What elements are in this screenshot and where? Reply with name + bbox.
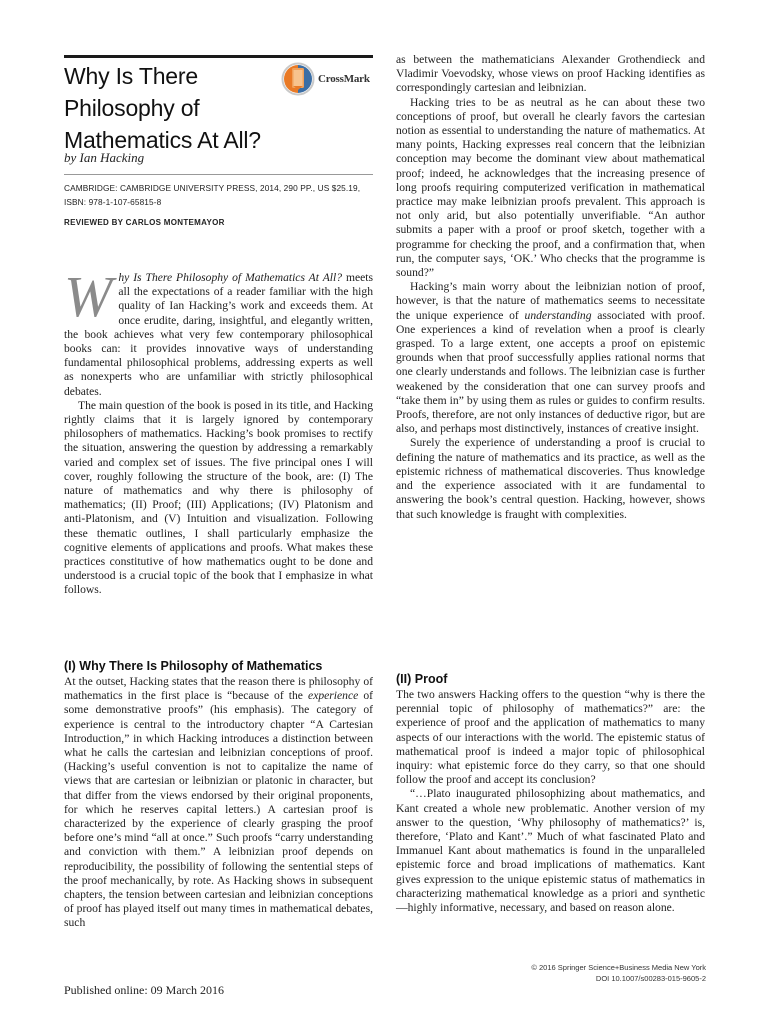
published-date: Published online: 09 March 2016 <box>64 983 224 997</box>
main-question-paragraph: The main question of the book is posed in its title, and Hacking rightly claims that it is largely ignored by contemporary philosophers of mathematics. Hacking’s book promises to rectify the situation, answering the question by addressing a remarkably varied and complex set of issues. The five principal ones I will cover, roughly following the structure of the book, are: (I) The nature of mathematics and why there is philosophy of mathematics; (II) Proof; (III) Applications; (IV) Platonism and anti-Platonism, and (V) Intuition and visualization. Following these thematic outlines, I shall particularly emphasize the cognitive elements of applications and proofs. What makes these practices constitutive of how mathematics ought to be done and understood is a crucial topic of the book that I emphasize in what follows. <box>64 398 373 597</box>
section-1-text-a: At the outset, Hacking states that the reason there is philosophy of mathematics in the first place is “because of the <box>64 675 373 703</box>
article-title <box>64 60 284 156</box>
right-column-continued <box>396 53 705 522</box>
doi-line[interactable]: DOI 10.1007/s00283-015-9605-2 <box>595 974 706 983</box>
author-byline: by Ian Hacking <box>64 150 145 165</box>
continued-paragraph: as between the mathematicians Alexander Grothendieck and Vladimir Voevodsky, whose views on proof Hacking identifies as correspondingly cartesian and leibnizian. <box>396 53 705 95</box>
section-1-text-b: of some demonstrative proofs” (his emphasis). The category of experience is central to the introductory chapter “A Cartesian Introduction,” in which Hacking introduces a distinction between what he calls the cartesian and leibnizian conceptions of proof. (Hacking’s useful convention is not to capitalize the name of views that are cartesian or leibnizian or platonic in character, but that differ from the views endorsed by their original proponents, for which he reserves capital letters.) A cartesian proof is characterized by the experience of clearly grasping the proof before one’s mind “all at once.” Such proofs “carry understanding and conviction with them.” A leibnizian proof depends on reproducibility, the possibility of following the sentential steps of the proof mechanically, by rote. As Hacking shows in subsequent chapters, the tension between cartesian and leibnizian conceptions of proof has played itself out many times in mathematical debates, such <box>64 689 373 930</box>
meta-rule-top <box>64 174 373 175</box>
left-column-section-1 <box>64 658 373 931</box>
publication-line: CAMBRIDGE: CAMBRIDGE UNIVERSITY PRESS, 2014, 290 PP., US $25.19, <box>64 183 361 193</box>
copyright-block <box>480 962 706 984</box>
experience-emphasis: experience <box>308 689 359 703</box>
crossmark-label: CrossMark <box>318 73 370 85</box>
publication-info <box>64 181 379 209</box>
title-rule <box>64 55 373 58</box>
reviewer-line: REVIEWED BY CARLOS MONTEMAYOR <box>64 218 225 227</box>
title-line-3: Mathematics At All? <box>64 127 261 153</box>
intro-text: meets all the expectations of a reader familiar with the high quality of Ian Hacking’s work and exceeds them. At once erudite, daring, insightful, and elegantly written, the book achieves what very few contemporary philosophical books can: it provides innovative ways of understanding fundamental philosophical problems, addressing experts as well as nonexperts who are unfamiliar with strictly philosophical debates. <box>64 271 373 398</box>
title-line-1: Why Is There <box>64 63 198 89</box>
proof-paragraph-1: The two answers Hacking offers to the question “why is there the perennial topic of philosophy of mathematics?” are: the experience of proof and the application of mathematics to many aspects of our interactions with the world. The epistemic status of mathematical proof is indeed a major topic of philosophical inquiry: what epistemic force do they carry, so that one should follow the proof and accept its conclusion? <box>396 688 705 787</box>
neutral-paragraph: Hacking tries to be as neutral as he can about these two conceptions of proof, but overall he clearly favors the cartesian notion as essential to understanding the nature of mathematics. At many points, Hacking expresses real concern that the leibnizian conception may become the dominant view about mathematical proof; indeed, he acknowledges that the increasing presence of long proofs requiring computerized verification in mathematical practice may make leibnizian proofs prevalent. This approach is not only arid, but also potentially unverifiable. “An author submits a paper with a proof or proof sketch, together with a programme for checking the proof, and a confirmation that, when run, the computer says, ‘OK.’ Who checks that the programme is sound?” <box>396 95 705 280</box>
worry-text-a: Hacking’s main worry about the leibnizian notion of proof, however, is that the nature of mathematics seems to necessitate the unique experience of <box>396 280 705 322</box>
left-column-intro <box>64 264 373 598</box>
book-title-italic: hy Is There Philosophy of Mathematics At All? <box>118 271 343 284</box>
crossmark-icon <box>281 60 315 98</box>
copyright-line: © 2016 Springer Science+Business Media New York <box>531 963 706 972</box>
drop-cap: W <box>64 264 113 329</box>
worry-paragraph <box>396 280 705 436</box>
isbn-line: ISBN: 978-1-107-65815-8 <box>64 197 162 207</box>
surely-paragraph: Surely the experience of understanding a proof is crucial to defining the nature of mathematics and its practice, as well as the epistemic richness of mathematical discoveries. Thus knowledge and the experience associated with it are fundamental to answering the book’s central question. Hacking, however, shows that such knowledge is fraught with complexities. <box>396 436 705 521</box>
title-line-2: Philosophy of <box>64 95 200 121</box>
section-1-paragraph <box>64 675 373 931</box>
intro-paragraph <box>64 264 373 399</box>
section-heading-1: (I) Why There Is Philosophy of Mathematics <box>64 659 323 673</box>
section-heading-2: (II) Proof <box>396 672 448 686</box>
crossmark-badge[interactable] <box>281 60 377 98</box>
understanding-emphasis: understanding <box>524 308 592 322</box>
right-column-section-2 <box>396 671 705 915</box>
worry-text-b: associated with proof. One experiences a kind of revelation when a proof is clearly grasped. To a large extent, one accepts a proof on epistemic grounds when that proof successfully applies rational norms that one clearly understands and follows. The leibnizian case is further weakened by the consideration that one can survey proofs and “take them in” by using them as rules or guides to confirm results. Proofs, therefore, are not only instances of deductive rigor, but are also, and perhaps most distinctively, instances of creative insight. <box>396 308 706 436</box>
proof-paragraph-2: “…Plato inaugurated philosophizing about mathematics, and Kant created a whole new problematic. Another version of my answer to the question, ‘Why philosophy of mathematics?’ is, therefore, ‘Plato and Kant’.” Much of what fascinated Plato and Immanuel Kant about mathematics is found in the unparalleled epistemic force and broad implications of mathematics. Kant gives expression to the unique epistemic status of mathematics in characterizing mathematical knowledge as a priori and synthetic—highly informative, necessary, and based on reason alone. <box>396 787 705 915</box>
